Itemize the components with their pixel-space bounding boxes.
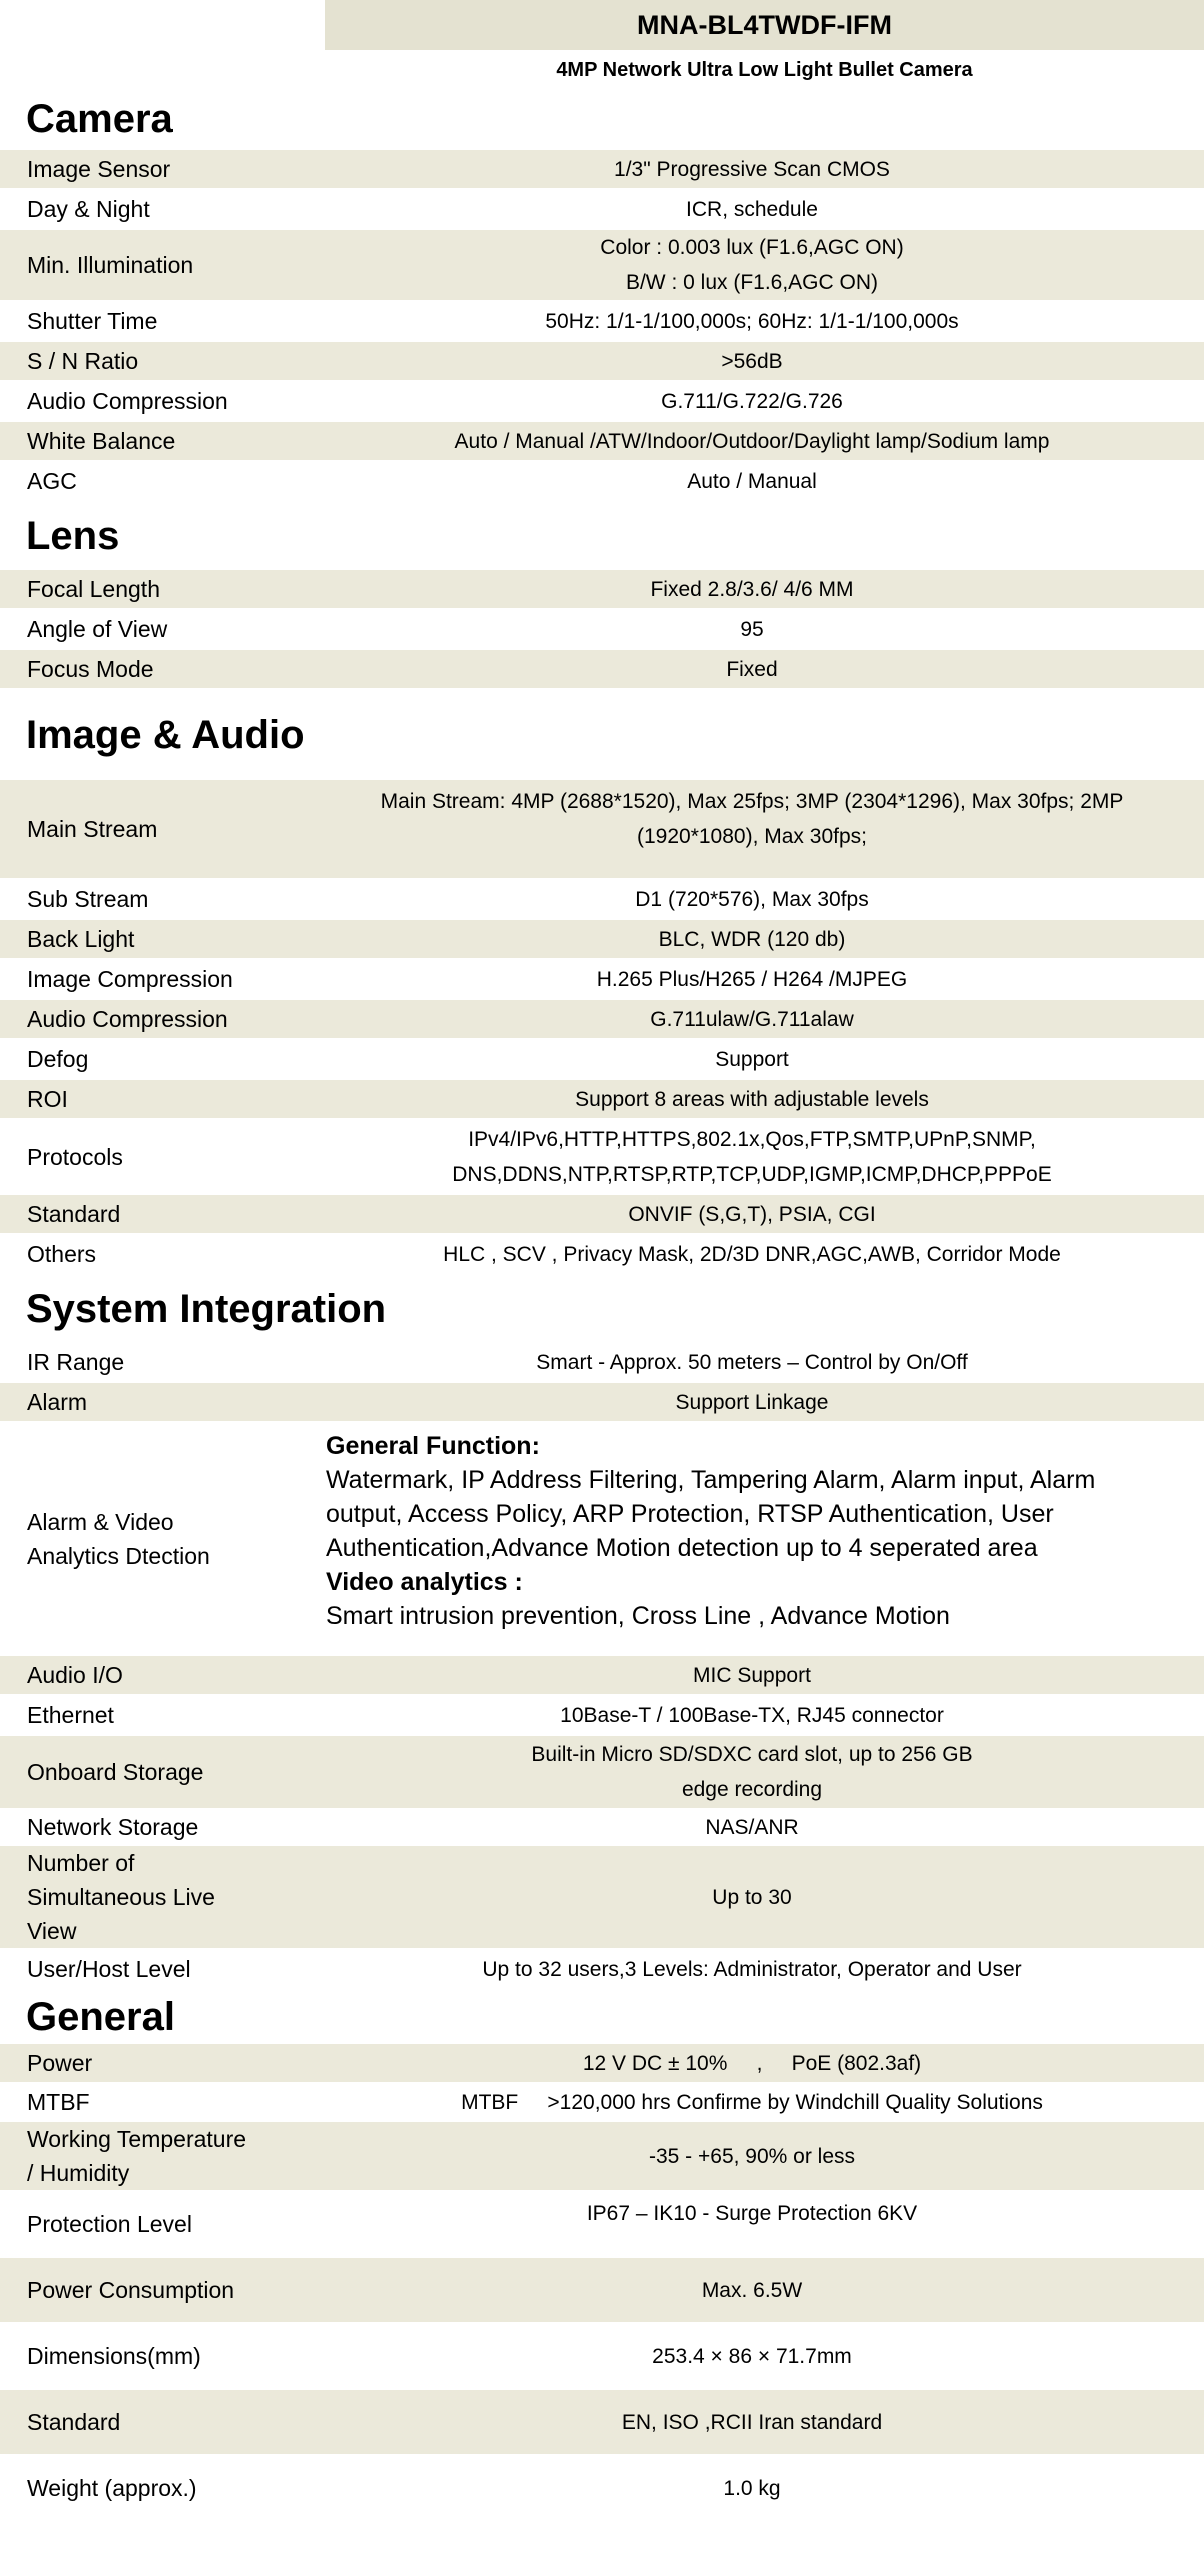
spec-row-mtbf <box>0 2084 1204 2122</box>
spec-label: Ethernet <box>27 1702 114 1728</box>
spec-row-agc <box>0 462 1204 502</box>
spec-value: 1/3" Progressive Scan CMOS <box>614 157 890 181</box>
spec-value: 12 V DC ± 10% , PoE (802.3af) <box>582 2051 922 2075</box>
spec-value-line: Built-in Micro SD/SDXC card slot, up to 256 GB <box>531 1743 973 1766</box>
spec-value: ICR, schedule <box>686 197 818 221</box>
spec-value: BLC, WDR (120 db) <box>658 927 846 951</box>
spec-value: MTBF >120,000 hrs Confirme by Windchill Quality Solutions <box>461 2090 1043 2114</box>
spec-value: Up to 32 users,3 Levels: Administrator, Operator and User <box>482 1957 1022 1981</box>
spec-row-angle-of-view <box>0 610 1204 650</box>
spec-row-sub-stream <box>0 880 1204 920</box>
spec-label: Focus Mode <box>27 656 154 682</box>
spec-row-user-host-level <box>0 1950 1204 1990</box>
spec-label: Angle of View <box>27 616 168 642</box>
spec-label: Audio I/O <box>27 1662 123 1688</box>
product-subtitle: 4MP Network Ultra Low Light Bullet Camera <box>556 58 973 81</box>
spec-value-line: Main Stream: 4MP (2688*1520), Max 25fps; 3MP (2304*1296), Max 30fps; 2MP <box>380 790 1124 813</box>
spec-label: Image Compression <box>27 966 233 992</box>
spec-row-network-storage <box>0 1810 1204 1846</box>
spec-label: Power Consumption <box>27 2277 235 2303</box>
spec-value: 50Hz: 1/1-1/100,000s; 60Hz: 1/1-1/100,000s <box>545 309 959 333</box>
spec-label: Image Sensor <box>27 156 171 182</box>
spec-value <box>300 230 1204 300</box>
spec-row-audio-compression <box>0 382 1204 422</box>
spec-value: IP67 – IK10 - Surge Protection 6KV <box>586 2202 918 2225</box>
spec-value: Fixed <box>726 657 778 681</box>
spec-value-line: (1920*1080), Max 30fps; <box>637 825 867 848</box>
spec-row-standard-general <box>0 2390 1204 2456</box>
spec-label-line: / Humidity <box>27 2160 130 2186</box>
spec-value-line: Color : 0.003 lux (F1.6,AGC ON) <box>600 236 904 259</box>
spec-value-line: Authentication,Advance Motion detection up to 4 seperated area <box>326 1534 1038 1562</box>
spec-row-image-sensor <box>0 150 1204 190</box>
spec-row-alarm <box>0 1383 1204 1423</box>
spec-label: Standard <box>27 2409 121 2435</box>
spec-label: Audio Compression <box>27 1006 228 1032</box>
model-title: MNA-BL4TWDF-IFM <box>325 0 1204 52</box>
spec-value: Auto / Manual <box>687 469 817 493</box>
spec-value: 10Base-T / 100Base-TX, RJ45 connector <box>560 1703 944 1727</box>
spec-label: ROI <box>27 1086 68 1112</box>
spec-row-weight <box>0 2456 1204 2522</box>
spec-label: Dimensions(mm) <box>27 2343 201 2369</box>
spec-label: Audio Compression <box>27 388 228 414</box>
spec-value-line: output, Access Policy, ARP Protection, RTSP Authentication, User <box>326 1500 1054 1528</box>
spec-value: Fixed 2.8/3.6/ 4/6 MM <box>650 577 854 601</box>
section-title-camera: Camera <box>26 96 173 141</box>
spec-label-line: Simultaneous Live <box>27 1884 215 1910</box>
spec-value: Support Linkage <box>675 1390 829 1414</box>
spec-value: D1 (720*576), Max 30fps <box>635 887 869 911</box>
spec-label <box>0 1505 300 1573</box>
spec-value: EN, ISO ,RCII Iran standard <box>621 2410 883 2434</box>
spec-label <box>0 2122 300 2190</box>
spec-label-line: Number of <box>27 1850 135 1876</box>
spec-value-line: Smart intrusion prevention, Cross Line , Advance Motion <box>326 1602 950 1630</box>
spec-value: NAS/ANR <box>705 1815 799 1839</box>
spec-row-white-balance <box>0 422 1204 462</box>
spec-label <box>0 1846 300 1948</box>
spec-value: Support 8 areas with adjustable levels <box>575 1087 929 1111</box>
spec-label: Onboard Storage <box>27 1759 204 1785</box>
spec-value: Up to 30 <box>712 1885 792 1909</box>
spec-value: Support <box>715 1047 789 1071</box>
spec-row-others <box>0 1235 1204 1275</box>
spec-value <box>300 1737 1204 1807</box>
spec-value: 95 <box>740 617 764 641</box>
spec-row-audio-io <box>0 1656 1204 1696</box>
spec-label: Min. Illumination <box>27 252 194 278</box>
section-title-general: General <box>26 1994 175 2039</box>
spec-value: H.265 Plus/H265 / H264 /MJPEG <box>596 967 908 991</box>
spec-value: G.711/G.722/G.726 <box>661 389 843 413</box>
spec-label: Network Storage <box>27 1814 199 1840</box>
spec-row-image-compression <box>0 960 1204 1000</box>
spec-row-focal-length <box>0 570 1204 610</box>
spec-value: ONVIF (S,G,T), PSIA, CGI <box>628 1202 876 1226</box>
spec-row-onboard-storage <box>0 1736 1204 1810</box>
spec-value: 253.4 × 86 × 71.7mm <box>652 2344 852 2368</box>
spec-value: -35 - +65, 90% or less <box>648 2144 856 2168</box>
spec-label: S / N Ratio <box>27 348 139 374</box>
section-title-system-integration: System Integration <box>26 1286 387 1331</box>
spec-label: MTBF <box>27 2089 90 2115</box>
spec-label: Shutter Time <box>27 308 158 334</box>
spec-value: MIC Support <box>693 1663 811 1687</box>
spec-label: Alarm <box>27 1389 88 1415</box>
spec-value <box>300 780 1204 854</box>
spec-row-back-light <box>0 920 1204 960</box>
video-analytics-heading: Video analytics : <box>326 1568 523 1596</box>
spec-value: G.711ulaw/G.711alaw <box>650 1007 854 1031</box>
spec-row-standard <box>0 1195 1204 1235</box>
spec-row-roi <box>0 1080 1204 1120</box>
spec-row-main-stream <box>0 780 1204 880</box>
spec-row-defog <box>0 1040 1204 1080</box>
spec-row-ir-range <box>0 1343 1204 1383</box>
spec-row-focus-mode <box>0 650 1204 690</box>
spec-value-line: IPv4/IPv6,HTTP,HTTPS,802.1x,Qos,FTP,SMTP,UPnP,SNMP, <box>468 1127 1036 1151</box>
spec-row-ethernet <box>0 1696 1204 1736</box>
spec-label: Back Light <box>27 926 135 952</box>
spec-value-line: Watermark, IP Address Filtering, Tampering Alarm, Alarm input, Alarm <box>326 1466 1096 1494</box>
spec-label-line: Analytics Dtection <box>27 1542 210 1569</box>
spec-value: Smart - Approx. 50 meters – Control by On/Off <box>536 1350 968 1374</box>
spec-label: IR Range <box>27 1349 125 1375</box>
spec-label: Sub Stream <box>27 886 149 912</box>
spec-label: Standard <box>27 1201 121 1227</box>
spec-row-power-consumption <box>0 2258 1204 2324</box>
general-function-heading: General Function: <box>326 1432 540 1460</box>
spec-value-line: DNS,DDNS,NTP,RTSP,RTP,TCP,UDP,IGMP,ICMP,DHCP,PPPoE <box>452 1162 1052 1186</box>
spec-row-working-temperature <box>0 2122 1204 2192</box>
spec-row-power <box>0 2044 1204 2084</box>
spec-value: 1.0 kg <box>723 2476 781 2500</box>
spec-row-min-illumination <box>0 230 1204 302</box>
spec-row-alarm-video-analytics <box>0 1423 1204 1656</box>
spec-label: Power <box>27 2050 93 2076</box>
spec-label: User/Host Level <box>27 1956 191 1982</box>
spec-label: Focal Length <box>27 576 160 602</box>
spec-row-protocols <box>0 1120 1204 1195</box>
spec-value <box>300 1122 1204 1192</box>
spec-row-shutter-time <box>0 302 1204 342</box>
spec-label-line: View <box>27 1918 77 1944</box>
spec-value-line: edge recording <box>681 1778 823 1801</box>
spec-row-sn-ratio <box>0 342 1204 382</box>
spec-value: Auto / Manual /ATW/Indoor/Outdoor/Daylight lamp/Sodium lamp <box>454 429 1050 453</box>
spec-row-dimensions <box>0 2324 1204 2390</box>
spec-row-day-night <box>0 190 1204 230</box>
spec-row-protection-level <box>0 2192 1204 2258</box>
spec-label: White Balance <box>27 428 176 454</box>
spec-row-audio-compression-2 <box>0 1000 1204 1040</box>
spec-label-line: Working Temperature <box>27 2126 247 2152</box>
spec-label: Others <box>27 1241 97 1267</box>
spec-row-simultaneous-live-view <box>0 1846 1204 1950</box>
spec-label: Protocols <box>27 1143 123 1170</box>
spec-value: HLC , SCV , Privacy Mask, 2D/3D DNR,AGC,AWB, Corridor Mode <box>443 1242 1061 1266</box>
section-title-lens: Lens <box>26 513 120 558</box>
spec-label-line: Alarm & Video <box>27 1508 174 1535</box>
spec-value <box>300 1423 1204 1633</box>
spec-label: Defog <box>27 1046 89 1072</box>
spec-label: Day & Night <box>27 196 150 222</box>
spec-label: Weight (approx.) <box>27 2475 197 2501</box>
section-title-image-audio: Image & Audio <box>26 712 305 757</box>
spec-label: AGC <box>27 468 77 494</box>
spec-label: Main Stream <box>27 816 158 842</box>
spec-label: Protection Level <box>27 2211 192 2237</box>
spec-value-line: B/W : 0 lux (F1.6,AGC ON) <box>625 271 879 294</box>
spec-value: Max. 6.5W <box>701 2278 803 2302</box>
spec-value: >56dB <box>721 349 783 373</box>
